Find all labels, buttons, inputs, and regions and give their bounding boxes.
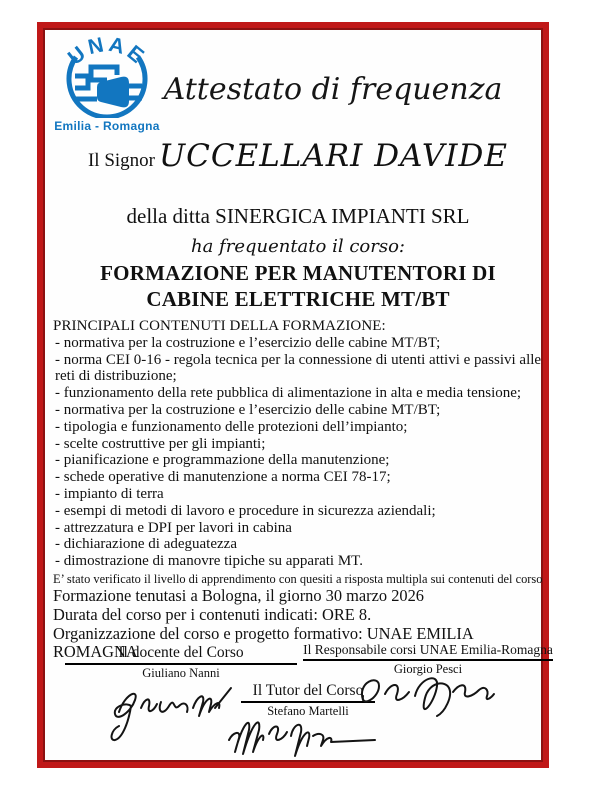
unae-logo-icon [55, 34, 159, 118]
tutor-role-label: Il Tutor del Corso [252, 682, 364, 699]
tutor-name-label: Stefano Martelli [267, 704, 349, 718]
docente-role-label: Il docente del Corso [118, 644, 244, 661]
course-intro: ha frequentato il corso: [191, 236, 405, 257]
course-title-line2: CABINE ELETTRICHE MT/BT [146, 287, 450, 311]
content-item: - impianto di terra [55, 485, 164, 502]
course-title-line1: FORMAZIONE PER MANUTENTORI DI [100, 261, 496, 285]
tutor-signature-line [241, 701, 375, 703]
docente-signature-block [65, 644, 297, 681]
responsabile-signature-block [303, 642, 553, 677]
duration-line: Durata del corso per i contenuti indicati: ORE 8. [53, 604, 372, 624]
logo-arc-text: UNAE [63, 34, 151, 70]
content-item: - norma CEI 0-16 - regola tecnica per la connessione di utenti attivi e passivi alle reti di distribuzione; [55, 351, 542, 385]
content-item: - esempi di metodi di lavoro e procedure in sicurezza aziendali; [55, 502, 436, 519]
company-line: della ditta SINERGICA IMPIANTI SRL [126, 204, 470, 228]
content-item: - tipologia e funzionamento delle protezioni dell’impianto; [55, 418, 408, 435]
organization-line: Organizzazione del corso e progetto formativo: UNAE EMILIA ROMAGNA [53, 623, 473, 662]
contents-section [53, 318, 555, 662]
location-date-line: Formazione tenutasi a Bologna, il giorno 30 marzo 2026 [53, 585, 424, 605]
recipient-line [45, 138, 551, 174]
recipient-name: UCCELLARI DAVIDE [159, 138, 509, 174]
certificate-inner-border [43, 28, 553, 762]
content-item: - normativa per la costruzione e l’esercizio delle cabine MT/BT; [55, 334, 441, 351]
recipient-prefix: Il Signor [87, 150, 155, 171]
responsabile-signature-line [303, 659, 553, 661]
content-item: - schede operative di manutenzione a norma CEI 78-17; [55, 469, 391, 486]
content-item: - dichiarazione di adeguatezza [55, 536, 237, 553]
logo-region-label: Emilia - Romagna [54, 119, 160, 133]
content-item: - funzionamento della rete pubblica di alimentazione in alta e media tensione; [55, 385, 522, 402]
tutor-signature-block [241, 682, 375, 719]
plug-icon [75, 67, 142, 107]
content-item: - pianificazione e programmazione della manutenzione; [55, 452, 390, 469]
verification-note: E’ stato verificato il livello di apprendimento con quesiti a risposta multipla sui contenuti del corso [53, 571, 543, 586]
content-item: - normativa per la costruzione e l’esercizio delle cabine MT/BT; [55, 401, 441, 418]
responsabile-role-label: Il Responsabile corsi UNAE Emilia-Romagna [303, 642, 553, 657]
unae-logo [53, 34, 161, 133]
certificate-title: Attestato di frequenza [163, 72, 503, 107]
docente-signature-line [65, 663, 297, 665]
responsabile-name-label: Giorgio Pesci [393, 662, 463, 676]
content-item: - dimostrazione di manovre tipiche su apparati MT. [55, 553, 363, 570]
content-item: - scelte costruttive per gli impianti; [55, 435, 266, 452]
docente-name-label: Giuliano Nanni [142, 666, 220, 680]
certificate-frame [37, 22, 553, 768]
content-item: - attrezzatura e DPI per lavori in cabina [55, 519, 292, 536]
contents-heading: PRINCIPALI CONTENUTI DELLA FORMAZIONE: [53, 318, 386, 334]
docente-handwritten-signature [103, 678, 238, 748]
